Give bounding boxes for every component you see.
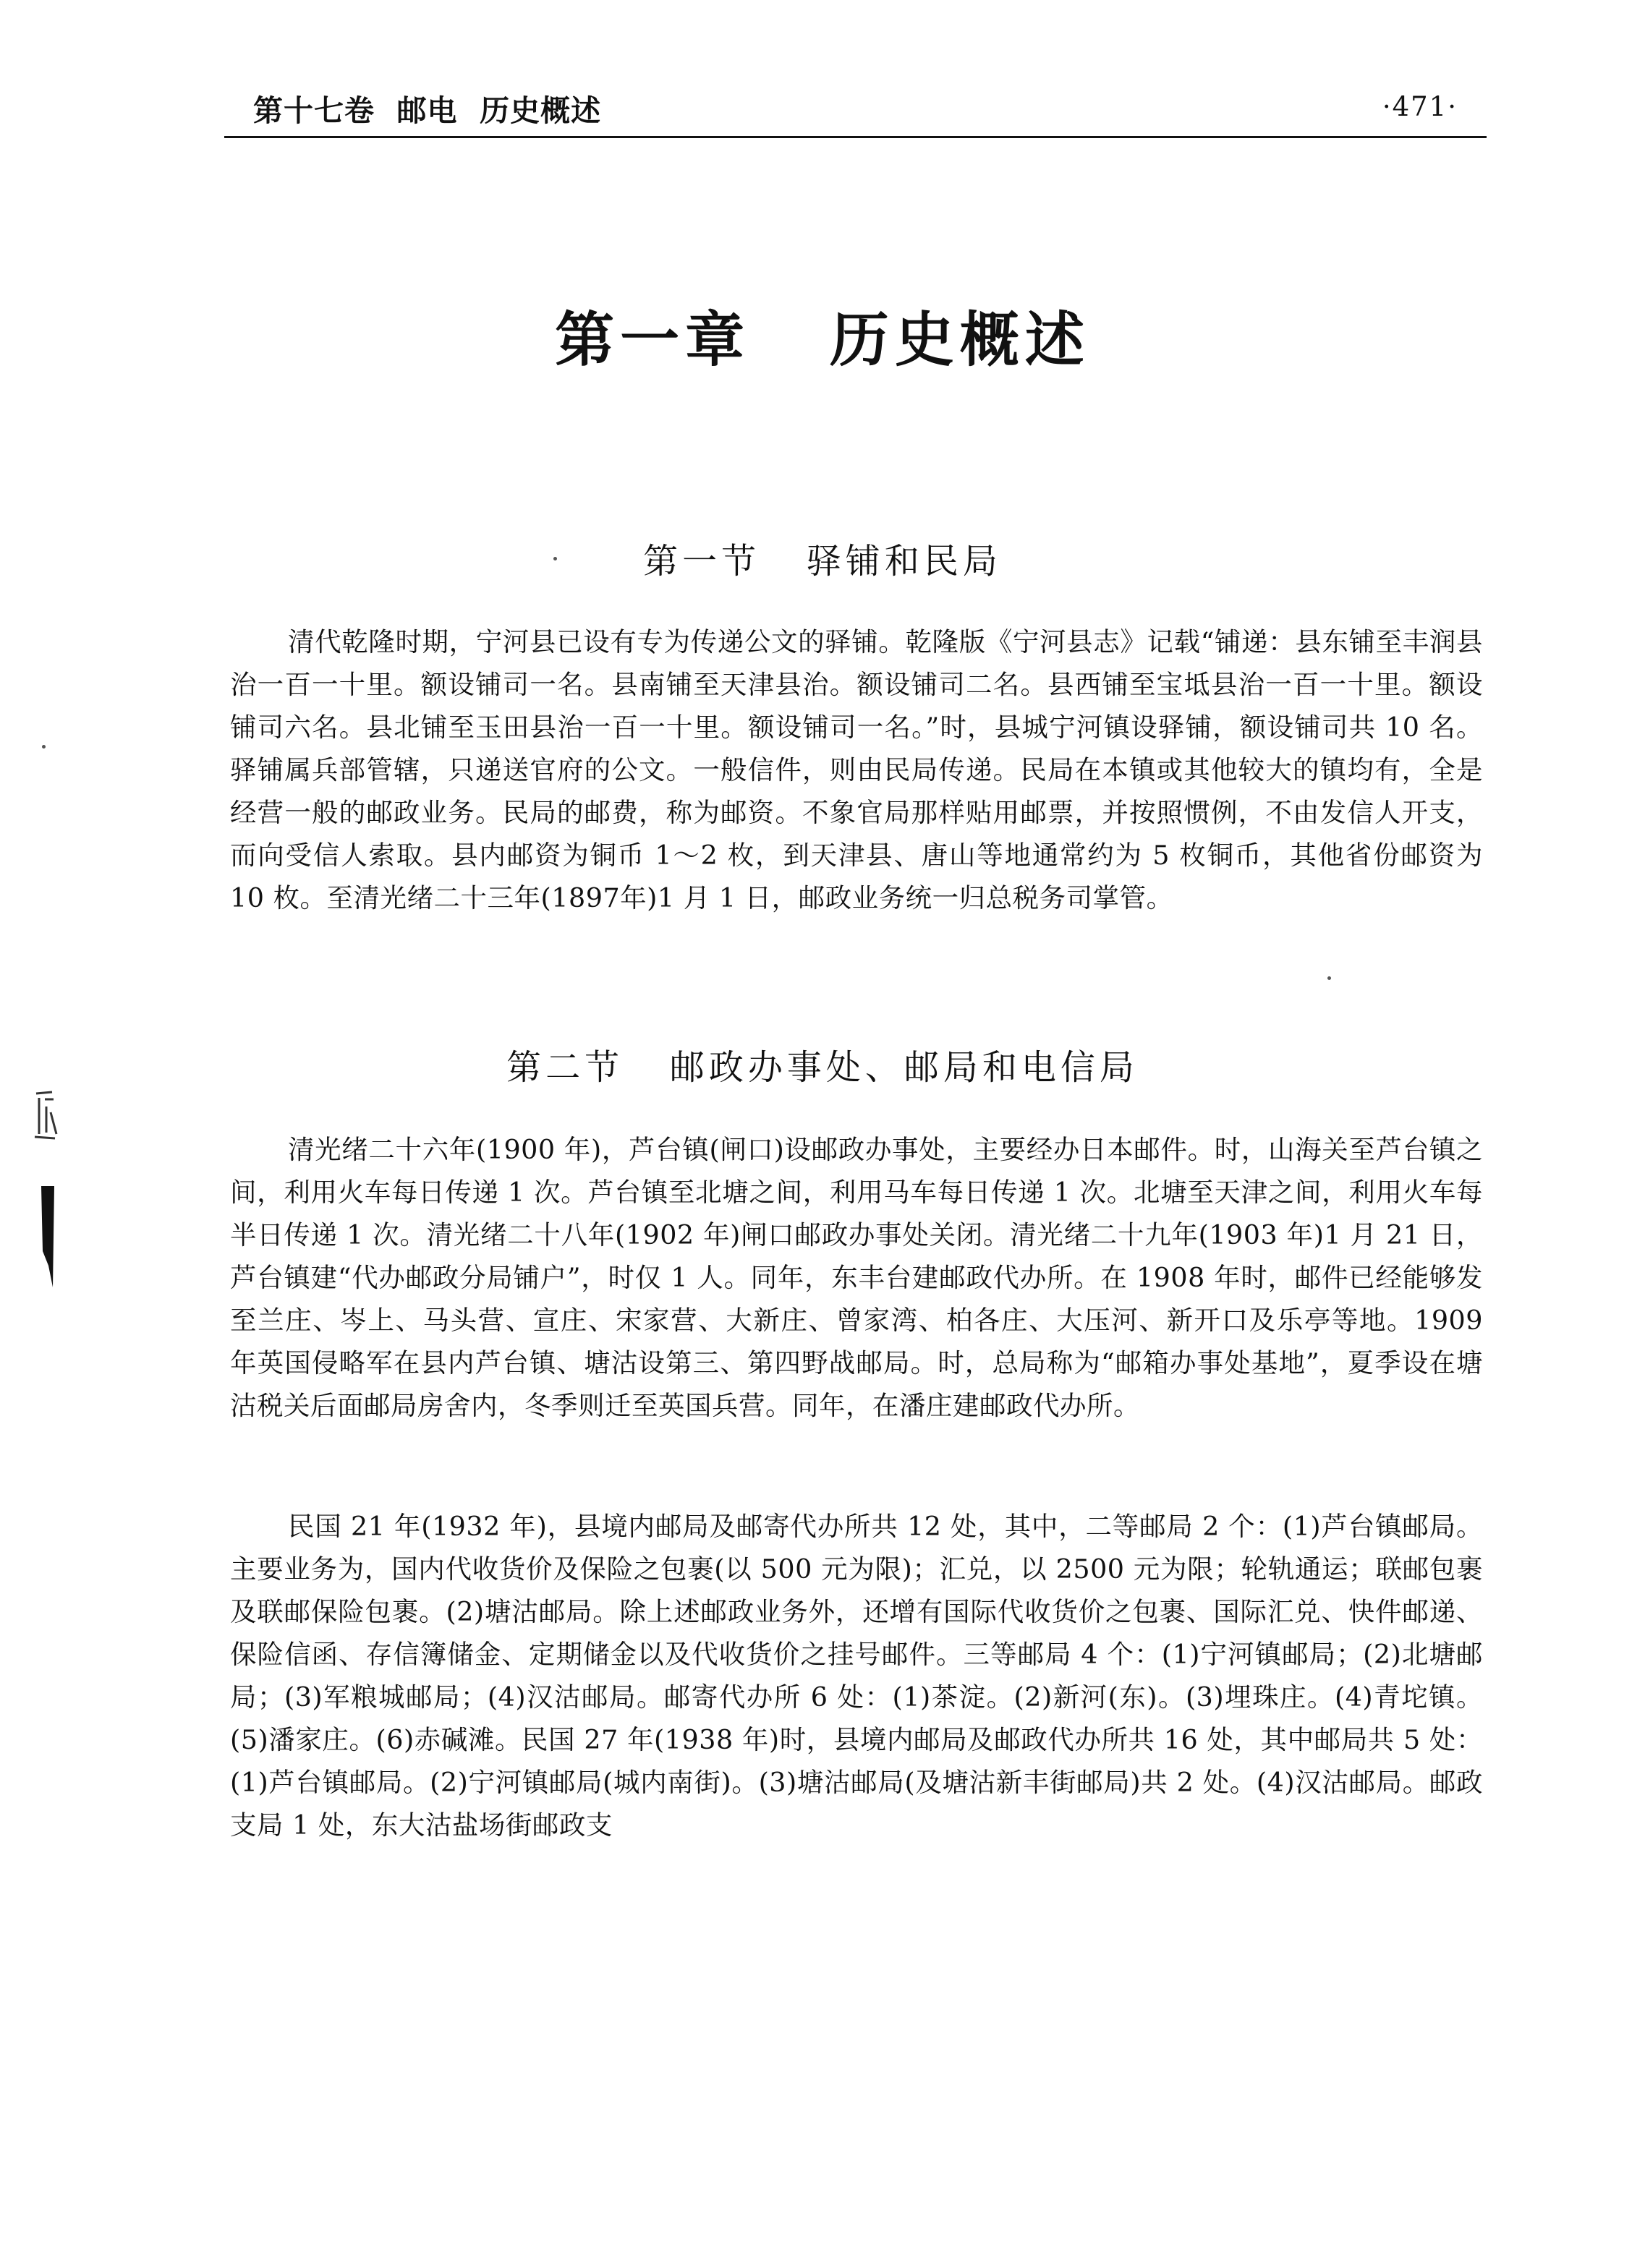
scan-speck — [1327, 976, 1331, 980]
body-paragraph: 清代乾隆时期，宁河县已设有专为传递公文的驿铺。乾隆版《宁河县志》记载“铺递：县东铺至丰润县治一百一十里。额设铺司一名。县南铺至天津县治。额设铺司二名。县西铺至宝坻县治一百一十里。额设铺司六名。县北铺至玉田县治一百一十里。额设铺司一名。”时，县城宁河镇设驿铺，额设铺司共 10 名。驿铺属兵部管辖，只递送官府的公文。一般信件，则由民局传递。民局在本镇或其他较大的镇均有，全是经营一般的邮政业务。民局的邮费，称为邮资。不象官局那样贴用邮票，并按照惯例，不由发信人开支，而向受信人索取。县内邮资为铜币 1～2 枚，到天津县、唐山等地通常约为 5 枚铜币，其他省份邮资为 10 枚。至清光绪二十三年(1897年)1 月 1 日，邮政业务统一归总税务司掌管。 — [230, 626, 1483, 913]
binding-margin-bar — [40, 1186, 56, 1287]
scan-speck — [42, 745, 46, 749]
body-paragraph: 民国 21 年(1932 年)，县境内邮局及邮寄代办所共 12 处，其中，二等邮局 2 个：(1)芦台镇邮局。主要业务为，国内代收货价及保险之包裹(以 500 元为限)；汇兑，以 2500 元为限；轮轨通运；联邮包裹及联邮保险包裹。(2)塘沽邮局。除上述邮政业务外，还增有国际代收货价之包裹、国际汇兑、快件邮递、保险信函、存信簿储金、定期储金以及代收货价之挂号邮件。三等邮局 4 个：(1)宁河镇邮局；(2)北塘邮局；(3)军粮城邮局；(4)汉沽邮局。邮寄代办所 6 处：(1)茶淀。(2)新河(东)。(3)埋珠庄。(4)青坨镇。(5)潘家庄。(6)赤碱滩。民国 27 年(1938 年)时，县境内邮局及邮政代办所共 16 处，其中邮局共 5 处：(1)芦台镇邮局。(2)宁河镇邮局(城内南街)。(3)塘沽邮局(及塘沽新丰街邮局)共 2 处。(4)汉沽邮局。邮政支局 1 处，东大沽盐场街邮政支 — [230, 1511, 1483, 1841]
chapter-title: 第一章 历史概述 — [555, 305, 1090, 375]
section-title: 第二节 邮政办事处、邮局和电信局 — [506, 1047, 1139, 1088]
page-number: ·471· — [1382, 91, 1458, 122]
binding-margin-scribble — [30, 1091, 59, 1141]
section-title: 第一节 驿铺和民局 — [643, 541, 1002, 581]
body-paragraph: 清光绪二十六年(1900 年)，芦台镇(闸口)设邮政办事处，主要经办日本邮件。时，山海关至芦台镇之间，利用火车每日传递 1 次。芦台镇至北塘之间，利用马车每日传递 1 次。北塘至天津之间，利用火车每半日传递 1 次。清光绪二十八年(1902 年)闸口邮政办事处关闭。清光绪二十九年(1903 年)1 月 21 日，芦台镇建“代办邮政分局铺户”，时仅 1 人。同年，东丰台建邮政代办所。在 1908 年时，邮件已经能够发至兰庄、岑上、马头营、宣庄、宋家营、大新庄、曾家湾、柏各庄、大压河、新开口及乐亭等地。1909 年英国侵略军在县内芦台镇、塘沽设第三、第四野战邮局。时，总局称为“邮箱办事处基地”，夏季设在塘沽税关后面邮局房舍内，冬季则迁至英国兵营。同年，在潘庄建邮政代办所。 — [230, 1134, 1483, 1421]
scan-speck — [553, 557, 557, 560]
running-title: 第十七卷 邮电 历史概述 — [253, 93, 602, 128]
running-header — [224, 85, 1487, 138]
